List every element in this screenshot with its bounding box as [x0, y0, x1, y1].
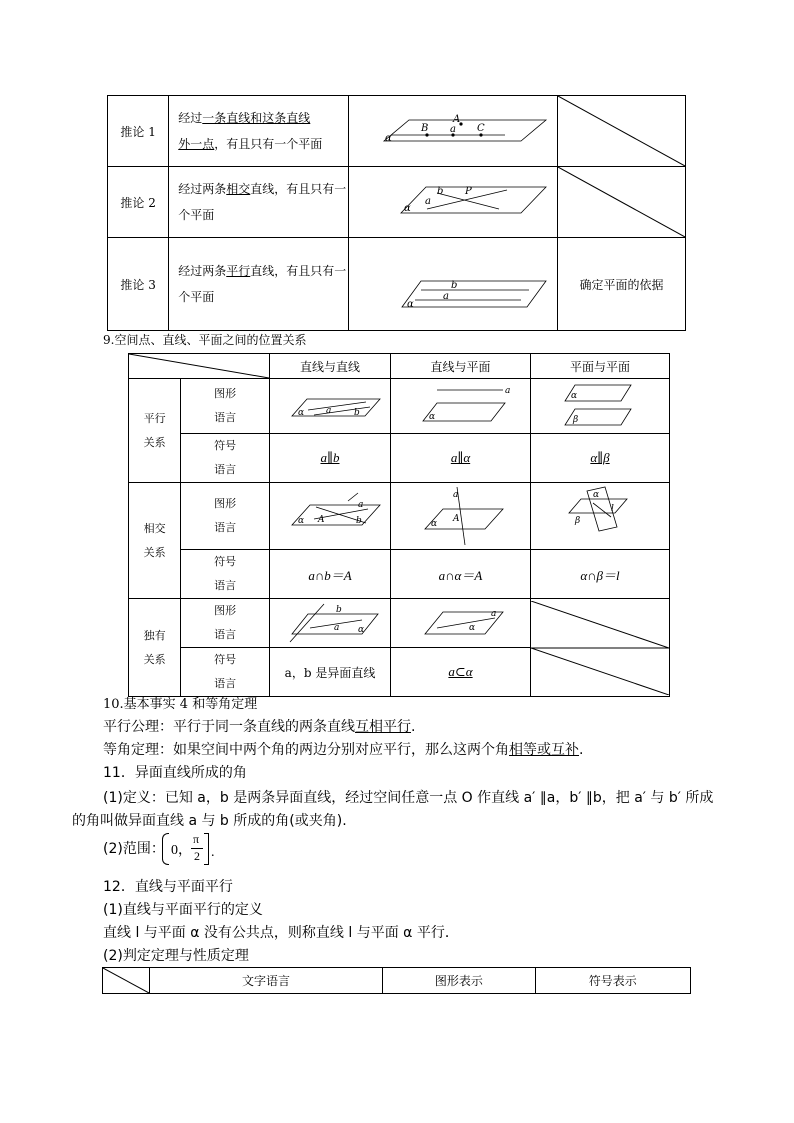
definition-subheading: (1)直线与平面平行的定义 [103, 902, 263, 918]
corollary-2-name: 推论 2 [108, 167, 169, 238]
range-period: . [211, 845, 215, 860]
section-12-heading: 12．直线与平面平行 [103, 879, 233, 895]
parallel-line-plane-figure [391, 379, 531, 434]
line-parallel-plane-figure [391, 379, 530, 433]
theorem-table [102, 967, 691, 994]
svg-text:b: b [450, 280, 458, 291]
open-bracket [162, 833, 169, 865]
parallel-symbol-row [129, 434, 670, 483]
skew-sym-1: a，b 是异面直线 [270, 648, 391, 697]
corollary-row-2 [108, 167, 686, 238]
close-bracket [204, 833, 209, 865]
col-line-plane: 直线与平面 [391, 354, 531, 379]
range-zero: 0， [171, 843, 192, 858]
parallel-axiom: 平行公理：平行于同一条直线的两条直线互相平行. [103, 719, 416, 735]
svg-text:b: b [436, 186, 444, 197]
skew-line-plane-figure [391, 599, 531, 648]
svg-text:a: a [358, 500, 364, 510]
intersect-fig-label: 图形 语言 [181, 483, 270, 550]
parallel-fig-label: 图形 语言 [181, 379, 270, 434]
svg-text:α: α [298, 516, 305, 526]
corollary-2-figure [348, 167, 557, 238]
intersect-group-name: 相交 关系 [129, 483, 181, 599]
skew-line-line-figure [270, 599, 391, 648]
svg-text:β: β [573, 415, 579, 425]
parallel-line-line-figure [270, 379, 391, 434]
intersect-sym-3: α∩β＝l [531, 550, 670, 599]
skew-angle-definition-2: 的角叫做异面直线 a 与 b 所成的角(或夹角). [72, 813, 347, 829]
svg-text:A: A [318, 515, 325, 525]
skew-angle-definition-1: (1)定义：已知 a，b 是两条异面直线，经过空间任意一点 O 作直线 a′ ∥a，b′ ∥b，把 a′ 与 b′ 所成 [103, 790, 714, 806]
svg-text:a: a [334, 623, 340, 633]
skew-fig-label: 图形 语言 [181, 599, 270, 648]
corollary-1-text: 经过一条直线和这条直线 外一点，有且只有一个平面 [169, 96, 349, 167]
intersect-line-plane-figure [391, 483, 531, 550]
corollary-3-figure [348, 238, 557, 331]
theorem-corner-cell [103, 968, 150, 994]
svg-text:b: b [354, 408, 360, 418]
position-relation-table [128, 353, 670, 697]
line-intersect-plane-figure [391, 483, 530, 549]
header-slash [103, 968, 149, 993]
corollary-1-note [557, 96, 685, 167]
svg-text:α: α [403, 203, 411, 214]
parallel-sym-3: α∥β [531, 434, 670, 483]
svg-text:B: B [420, 123, 429, 134]
parallel-figure-row [129, 379, 670, 434]
corollary-3-name: 推论 3 [108, 238, 169, 331]
intersect-sym-1: a∩b＝A [270, 550, 391, 599]
parallel-sym-2: a∥α [391, 434, 531, 483]
intersect-figure-row [129, 483, 670, 550]
skew-figure-row [129, 599, 670, 648]
corollary-2-text: 经过两条相交直线，有且只有一个平面 [169, 167, 349, 238]
intersecting-planes-figure [531, 483, 669, 549]
svg-text:a: a [505, 386, 511, 396]
theorem-header-row [103, 968, 691, 994]
corner-cell [129, 354, 270, 379]
skew-angle-range: (2)范围： [103, 841, 165, 857]
col-line-line: 直线与直线 [270, 354, 391, 379]
svg-text:α: α [431, 519, 438, 529]
svg-text:b: b [336, 605, 342, 615]
svg-text:b: b [356, 516, 362, 526]
header-row [129, 354, 670, 379]
svg-text:α: α [429, 412, 436, 422]
range-two: 2 [194, 849, 200, 863]
svg-text:a: a [442, 291, 449, 302]
corollary-3-text: 经过两条平行直线，有且只有一个平面 [169, 238, 349, 331]
corollary-1-figure [348, 96, 557, 167]
theorem-subheading: (2)判定定理与性质定理 [103, 948, 249, 964]
corollary-2-note [557, 167, 685, 238]
col-symbol: 符号表示 [535, 968, 690, 994]
svg-text:α: α [571, 391, 578, 401]
corollary-row-3 [108, 238, 686, 331]
col-figure: 图形表示 [383, 968, 535, 994]
svg-text:C: C [476, 123, 485, 134]
header-slash [129, 354, 269, 378]
parallel-sym-label: 符号 语言 [181, 434, 270, 483]
svg-text:a: a [326, 406, 332, 416]
svg-text:α: α [593, 490, 600, 500]
plane-line-point-diagram [349, 96, 557, 166]
svg-text:a: a [449, 124, 456, 135]
skew-sym-label: 符号 语言 [181, 648, 270, 697]
svg-text:α: α [298, 408, 305, 418]
svg-text:P: P [464, 186, 472, 197]
svg-text:a: a [453, 490, 459, 500]
parallel-sym-1: a∥b [270, 434, 391, 483]
skew-lines-figure [270, 600, 390, 646]
col-plane-plane: 平面与平面 [531, 354, 670, 379]
svg-text:a: a [424, 196, 431, 207]
corollary-1-name: 推论 1 [108, 96, 169, 167]
empty-cell-slash [558, 96, 685, 166]
svg-text:a: a [491, 609, 497, 619]
parallel-planes-figure [531, 379, 669, 433]
empty-cell-slash [531, 601, 669, 695]
intersecting-lines-figure [270, 483, 390, 549]
section-11-heading: 11．异面直线所成的角 [103, 765, 247, 781]
svg-text:α: α [469, 623, 476, 633]
corollary-row-1 [108, 96, 686, 167]
intersect-sym-2: a∩α＝A [391, 550, 531, 599]
skew-group-name: 独有 关系 [129, 599, 181, 697]
col-text-language: 文字语言 [150, 968, 383, 994]
svg-text:α: α [384, 133, 392, 144]
svg-text:A: A [453, 514, 460, 524]
parallel-plane-plane-figure [531, 379, 670, 434]
line-in-plane-figure [391, 600, 530, 646]
parallel-lines-figure [270, 379, 390, 433]
corollary-table [107, 95, 686, 331]
section-10-heading: 10.基本事实 4 和等角定理 [103, 697, 258, 712]
svg-text:A: A [452, 114, 461, 125]
range-interval [162, 832, 215, 866]
svg-text:l: l [611, 504, 614, 514]
svg-text:α: α [358, 625, 365, 635]
empty-cell-slash [558, 167, 685, 237]
skew-sym-2: a⊂α [391, 648, 531, 697]
intersect-plane-plane-figure [531, 483, 670, 550]
section-9-heading: 9.空间点、直线、平面之间的位置关系 [103, 333, 307, 347]
line-plane-parallel-definition: 直线 l 与平面 α 没有公共点，则称直线 l 与平面 α 平行． [103, 925, 459, 941]
parallel-group-name: 平行 关系 [129, 379, 181, 483]
intersecting-lines-diagram [349, 167, 557, 237]
skew-plane-plane-empty [531, 599, 670, 697]
intersect-symbol-row [129, 550, 670, 599]
corollary-3-note: 确定平面的依据 [557, 238, 685, 331]
intersect-sym-label: 符号 语言 [181, 550, 270, 599]
range-pi: π [193, 832, 200, 846]
svg-text:α: α [406, 299, 414, 310]
svg-text:β: β [575, 516, 581, 526]
intersect-line-line-figure [270, 483, 391, 550]
equal-angle-theorem: 等角定理：如果空间中两个角的两边分别对应平行，那么这两个角相等或互补. [103, 742, 584, 758]
parallel-lines-diagram [349, 238, 557, 330]
